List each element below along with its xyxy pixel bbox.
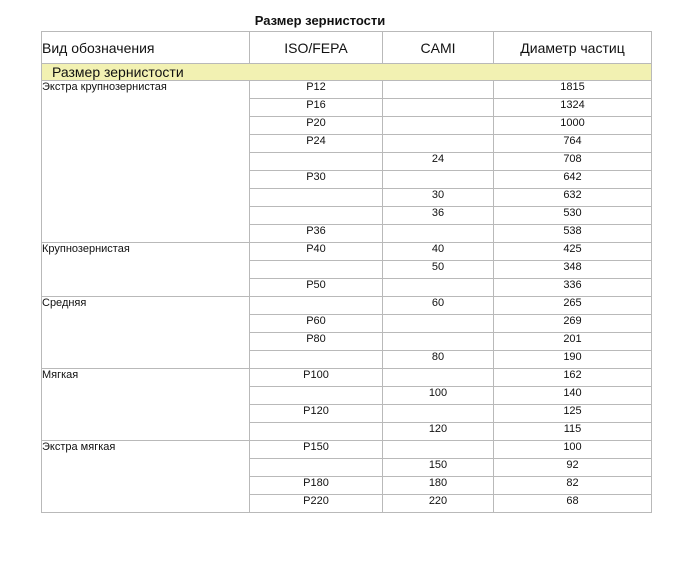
header-designation: Вид обозначения <box>42 32 250 64</box>
diameter-cell: 92 <box>494 459 652 477</box>
iso-cell <box>250 261 383 279</box>
header-diameter: Диаметр частиц <box>494 32 652 64</box>
diameter-cell: 140 <box>494 387 652 405</box>
diameter-cell: 162 <box>494 369 652 387</box>
grit-size-table <box>41 31 652 513</box>
cami-cell <box>383 369 494 387</box>
cami-cell <box>383 315 494 333</box>
diameter-cell: 115 <box>494 423 652 441</box>
diameter-cell: 68 <box>494 495 652 513</box>
iso-cell <box>250 297 383 315</box>
diameter-cell: 125 <box>494 405 652 423</box>
cami-cell: 60 <box>383 297 494 315</box>
header-iso-fepa: ISO/FEPA <box>250 32 383 64</box>
diameter-cell: 708 <box>494 153 652 171</box>
table-row <box>42 297 652 315</box>
cami-cell <box>383 405 494 423</box>
cami-cell: 100 <box>383 387 494 405</box>
diameter-cell: 1324 <box>494 99 652 117</box>
cami-cell: 24 <box>383 153 494 171</box>
cami-cell <box>383 135 494 153</box>
group-name: Экстра крупнозернистая <box>42 81 250 243</box>
diameter-cell: 425 <box>494 243 652 261</box>
table-title: Размер зернистости <box>254 13 386 28</box>
iso-cell: P24 <box>250 135 383 153</box>
iso-cell: P12 <box>250 81 383 99</box>
cami-cell <box>383 225 494 243</box>
diameter-cell: 764 <box>494 135 652 153</box>
cami-cell <box>383 81 494 99</box>
header-cami: CAMI <box>383 32 494 64</box>
iso-cell: P20 <box>250 117 383 135</box>
cami-cell: 80 <box>383 351 494 369</box>
diameter-cell: 538 <box>494 225 652 243</box>
iso-cell: P16 <box>250 99 383 117</box>
cami-cell: 40 <box>383 243 494 261</box>
iso-cell: P30 <box>250 171 383 189</box>
group-name: Мягкая <box>42 369 250 441</box>
diameter-cell: 530 <box>494 207 652 225</box>
cami-cell <box>383 333 494 351</box>
diameter-cell: 1815 <box>494 81 652 99</box>
cami-cell: 180 <box>383 477 494 495</box>
diameter-cell: 348 <box>494 261 652 279</box>
cami-cell: 50 <box>383 261 494 279</box>
iso-cell: P100 <box>250 369 383 387</box>
cami-cell <box>383 99 494 117</box>
iso-cell: P180 <box>250 477 383 495</box>
iso-cell: P220 <box>250 495 383 513</box>
iso-cell: P150 <box>250 441 383 459</box>
iso-cell: P36 <box>250 225 383 243</box>
cami-cell: 220 <box>383 495 494 513</box>
table-row <box>42 441 652 459</box>
diameter-cell: 265 <box>494 297 652 315</box>
diameter-cell: 336 <box>494 279 652 297</box>
diameter-cell: 201 <box>494 333 652 351</box>
diameter-cell: 82 <box>494 477 652 495</box>
table-row <box>42 81 652 99</box>
iso-cell: P60 <box>250 315 383 333</box>
iso-cell: P40 <box>250 243 383 261</box>
cami-cell <box>383 171 494 189</box>
iso-cell: P80 <box>250 333 383 351</box>
iso-cell <box>250 153 383 171</box>
table-row <box>42 243 652 261</box>
iso-cell: P50 <box>250 279 383 297</box>
cami-cell: 30 <box>383 189 494 207</box>
diameter-cell: 100 <box>494 441 652 459</box>
cami-cell: 120 <box>383 423 494 441</box>
diameter-cell: 1000 <box>494 117 652 135</box>
section-label: Размер зернистости <box>42 64 652 81</box>
diameter-cell: 190 <box>494 351 652 369</box>
iso-cell: P120 <box>250 405 383 423</box>
cami-cell <box>383 279 494 297</box>
cami-cell <box>383 117 494 135</box>
table-row <box>42 369 652 387</box>
iso-cell <box>250 207 383 225</box>
iso-cell <box>250 189 383 207</box>
iso-cell <box>250 351 383 369</box>
cami-cell: 150 <box>383 459 494 477</box>
diameter-cell: 632 <box>494 189 652 207</box>
group-name: Крупнозернистая <box>42 243 250 297</box>
cami-cell <box>383 441 494 459</box>
iso-cell <box>250 459 383 477</box>
diameter-cell: 269 <box>494 315 652 333</box>
section-row <box>42 64 652 81</box>
cami-cell: 36 <box>383 207 494 225</box>
group-name: Средняя <box>42 297 250 369</box>
header-row <box>42 32 652 64</box>
iso-cell <box>250 387 383 405</box>
diameter-cell: 642 <box>494 171 652 189</box>
iso-cell <box>250 423 383 441</box>
group-name: Экстра мягкая <box>42 441 250 513</box>
